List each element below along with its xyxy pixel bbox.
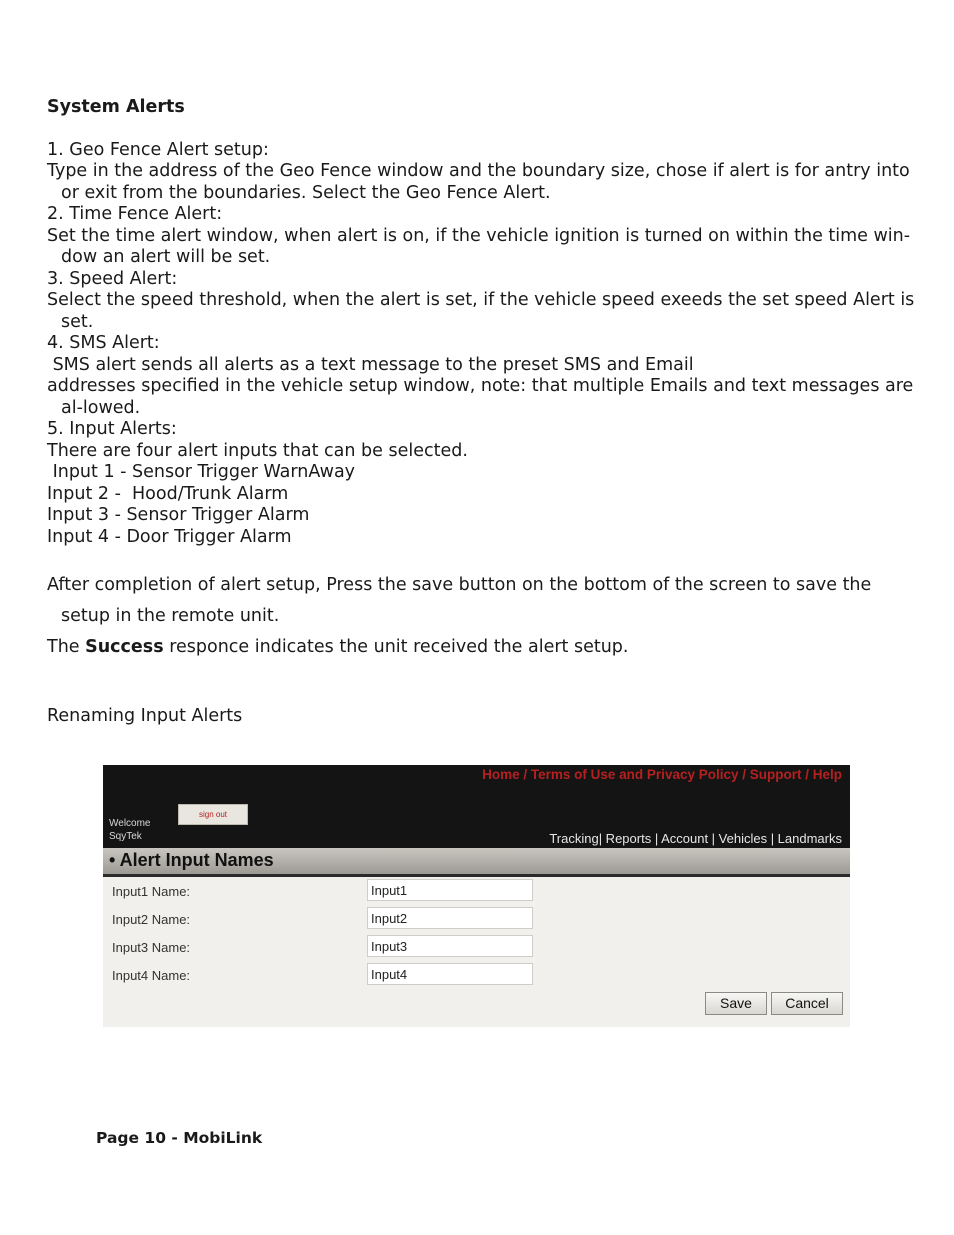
- renaming-heading: Renaming Input Alerts: [47, 706, 243, 726]
- input-row: [103, 962, 850, 990]
- text-line: 5. Input Alerts:: [47, 419, 177, 439]
- text-line: SMS alert sends all alerts as a text message to the preset SMS and Email: [47, 354, 694, 375]
- sign-out-button: sign out: [178, 804, 248, 825]
- text-line: There are four alert inputs that can be selected.: [47, 440, 468, 461]
- success-prefix: The: [47, 637, 86, 657]
- input-label: Input4 Name:: [112, 968, 191, 983]
- input-label: Input2 Name:: [112, 912, 191, 927]
- text-line: Input 2 - Hood/Trunk Alarm: [47, 483, 289, 504]
- input-label: Input3 Name:: [112, 940, 191, 955]
- input-name-field: Input4: [367, 963, 533, 985]
- welcome-label: Welcome: [109, 818, 151, 829]
- page-footer: Page 10 - MobiLink: [96, 1129, 263, 1147]
- document-body: [47, 97, 917, 663]
- user-name: SqyTek: [109, 831, 142, 842]
- success-bold: Success: [85, 637, 164, 657]
- input-label: Input1 Name:: [112, 884, 191, 899]
- save-button: Save: [705, 992, 767, 1015]
- welcome-text: [109, 817, 151, 843]
- input-row: [103, 878, 850, 906]
- text-line: Input 1 - Sensor Trigger WarnAway: [47, 462, 356, 482]
- text-line: 3. Speed Alert:: [47, 268, 178, 289]
- section-header: [103, 848, 850, 877]
- cancel-button: Cancel: [771, 992, 843, 1015]
- text-paragraph: Select the speed threshold, when the alert is set, if the vehicle speed exeeds the set speed Alert is set.: [47, 290, 915, 332]
- input-name-field: Input1: [367, 879, 533, 901]
- section-heading: System Alerts: [47, 97, 185, 117]
- input-row: [103, 906, 850, 934]
- text-line: 1. Geo Fence Alert setup:: [47, 139, 269, 160]
- top-links: Home / Terms of Use and Privacy Policy / Support / Help: [482, 767, 842, 782]
- input-name-field: Input2: [367, 907, 533, 929]
- alert-input-names-screenshot: [103, 765, 850, 1027]
- input-name-field: Input3: [367, 935, 533, 957]
- success-paragraph: [47, 632, 917, 663]
- text-paragraph: Set the time alert window, when alert is on, if the vehicle ignition is turned on within the time win-dow an alert will be set.: [47, 225, 911, 267]
- after-paragraph: After completion of alert setup, Press the save button on the bottom of the screen to save the setup in the remote unit.: [47, 575, 872, 626]
- text-paragraph: addresses specified in the vehicle setup window, note: that multiple Emails and text messages are al-lowed.: [47, 376, 914, 418]
- text-line: Input 3 - Sensor Trigger Alarm: [47, 505, 310, 525]
- text-paragraph: Type in the address of the Geo Fence window and the boundary size, chose if alert is for antry into or exit from the boundaries. Select the Geo Fence Alert.: [47, 161, 910, 203]
- text-line: 2. Time Fence Alert:: [47, 204, 223, 224]
- main-nav: Tracking| Reports | Account | Vehicles | Landmarks: [549, 831, 842, 846]
- text-line: 4. SMS Alert:: [47, 333, 160, 353]
- section-title: • Alert Input Names: [109, 850, 274, 870]
- text-line: Input 4 - Door Trigger Alarm: [47, 526, 292, 547]
- input-row: [103, 934, 850, 962]
- success-suffix: responce indicates the unit received the alert setup.: [163, 637, 629, 657]
